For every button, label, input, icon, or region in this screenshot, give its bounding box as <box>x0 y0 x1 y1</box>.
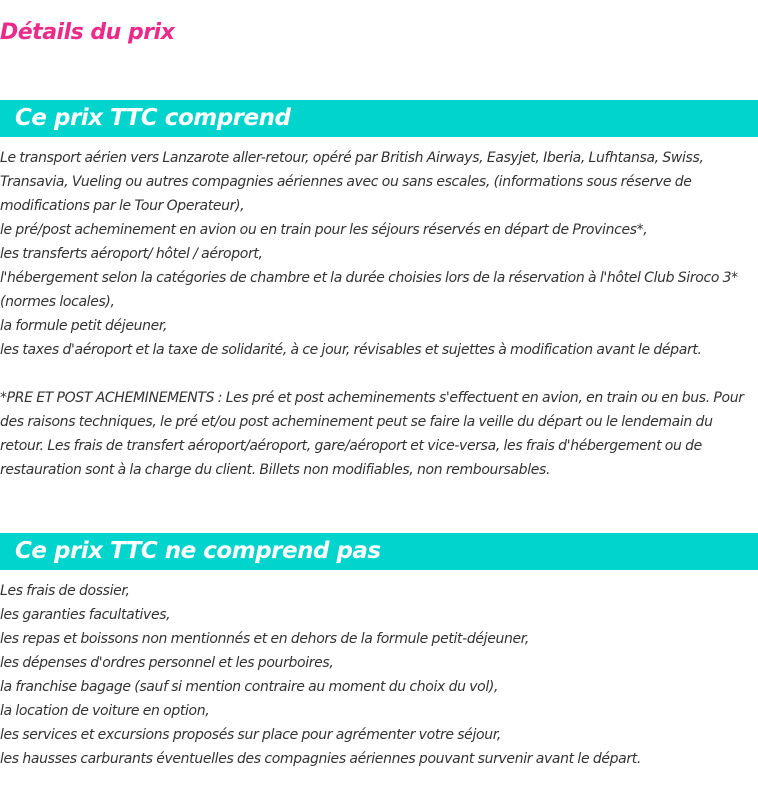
included-item: les taxes d'aéroport et la taxe de solidarité, à ce jour, révisables et sujettes à modification avant le départ. <box>0 342 702 358</box>
pre-post-transport-note: *PRE ET POST ACHEMINEMENTS : Les pré et post acheminements s'effectuent en avion, en train ou en bus. Pour des raisons techniques, le pré et/ou post acheminement peut se faire la veille du départ ou le lendemain du retour. Les frais de transfert aéroport/aéroport, gare/aéroport et vice-versa, les frais d'hébergement ou de restauration sont à la charge du client. Billets non modifiables, non remboursables. <box>0 390 744 478</box>
included-item: le pré/post acheminement en avion ou en train pour les séjours réservés en départ de Provinces*, <box>0 222 648 238</box>
included-item: la formule petit déjeuner, <box>0 318 168 334</box>
excluded-item: les dépenses d'ordres personnel et les pourboires, <box>0 655 334 671</box>
excluded-item: la location de voiture en option, <box>0 703 210 719</box>
page-title: Détails du prix <box>0 20 175 45</box>
excluded-item: les repas et boissons non mentionnés et en dehors de la formule petit-déjeuner, <box>0 631 529 647</box>
included-item: l'hébergement selon la catégories de chambre et la durée choisies lors de la réservation à l'hôtel Club Siroco 3* (normes locales), <box>0 270 738 310</box>
excluded-section-header: Ce prix TTC ne comprend pas <box>0 533 758 570</box>
excluded-item: Les frais de dossier, <box>0 583 130 599</box>
included-item: Le transport aérien vers Lanzarote aller-retour, opéré par British Airways, Easyjet, Iberia, Lufhtansa, Swiss, Transavia, Vueling ou autres compagnies aériennes avec ou sans escales, (informations sous réserve de modifications par le Tour Operateur), <box>0 150 704 214</box>
excluded-item: les garanties facultatives, <box>0 607 171 623</box>
excluded-item: les hausses carburants éventuelles des compagnies aériennes pouvant survenir avant le départ. <box>0 751 642 767</box>
included-section-header: Ce prix TTC comprend <box>0 100 758 137</box>
excluded-item: les services et excursions proposés sur place pour agrémenter votre séjour, <box>0 727 501 743</box>
excluded-section-body <box>0 579 758 771</box>
excluded-item: la franchise bagage (sauf si mention contraire au moment du choix du vol), <box>0 679 499 695</box>
included-item: les transferts aéroport/ hôtel / aéroport, <box>0 246 263 262</box>
included-section-body <box>0 146 758 482</box>
